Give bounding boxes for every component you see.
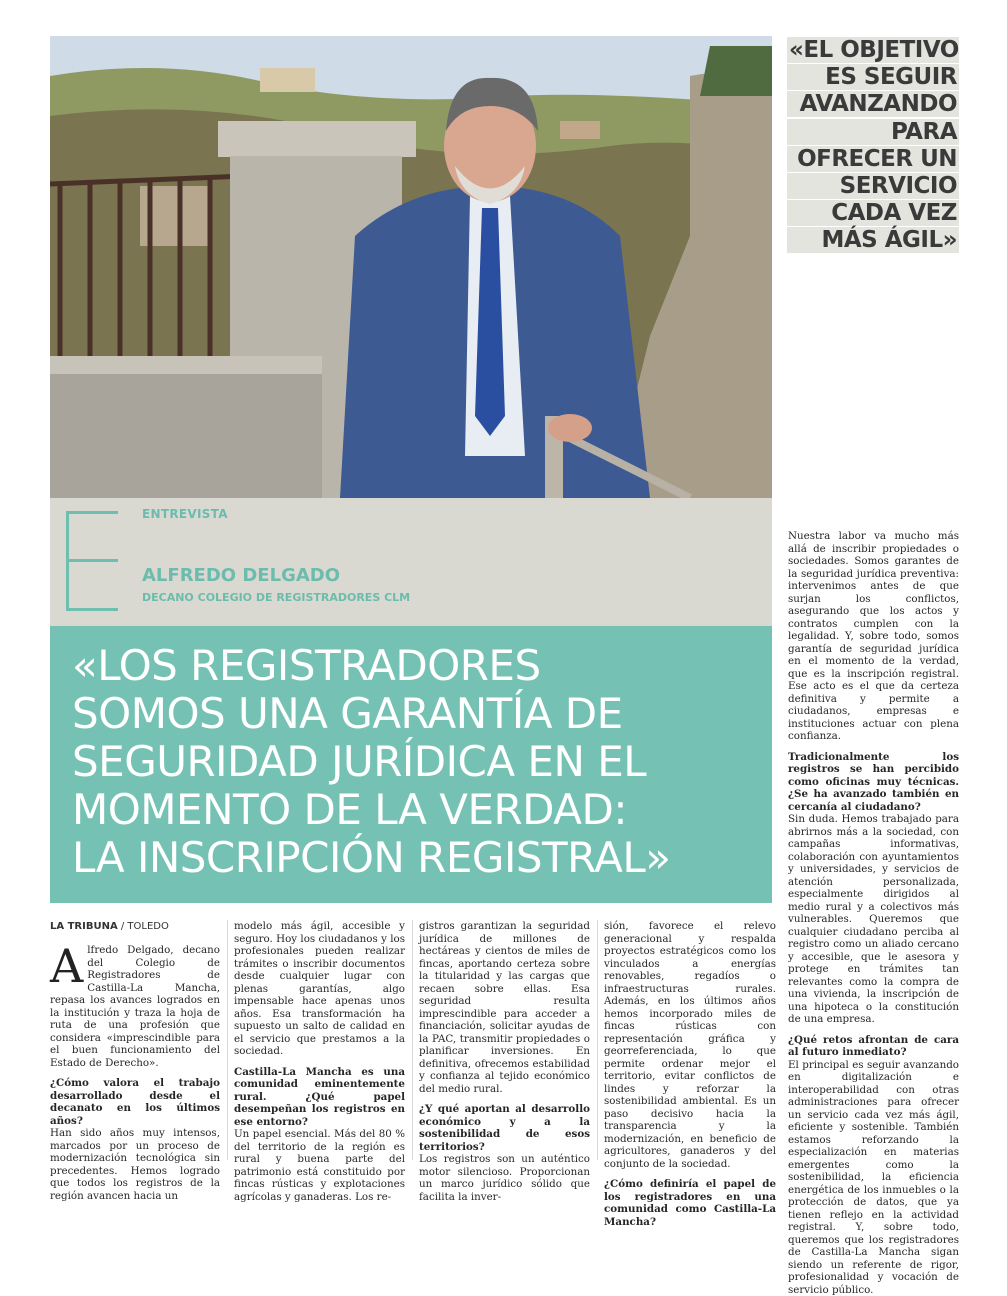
article-column-1	[50, 944, 220, 1202]
column-rule	[227, 920, 228, 1160]
headline-line: «LOS REGISTRADORES	[72, 642, 541, 690]
pull-quote-line: «EL OBJETIVO	[787, 37, 959, 63]
article-paragraph: sión, favorece el relevo generacional y respalda proyectos estratégicos como los vinculados a energías renovables, regadíos o infraestructuras rurales. Además, en los últimos años hemos incorporado miles de fincas rústicas con representación gráfica y georreferenciada, lo que permite ordenar mejor el territorio, evitar conflictos de lindes y reforzar la sostenibilidad ambiental. Es un paso decisivo hacia la transparencia y la modernización, en beneficio de agricultores, ganaderos y del conjunto de la sociedad.	[604, 920, 776, 1170]
pull-quote-line: PARA	[787, 119, 959, 145]
headline-box	[50, 626, 772, 903]
article-paragraph: Nuestra labor va mucho más allá de inscribir propiedades o sociedades. Somos garantes de la seguridad jurídica preventiva: intervenimos antes de que surjan los conflictos, asegurando que los actos y contratos cumplen con la legalidad. Y, sobre todo, somos garantía de seguridad jurídica en el momento de la verdad, que es la inscripción registral. Ese acto es el que da certeza definitiva y permite a ciudadanos, empresas e instituciones actuar con plena confianza.	[788, 530, 959, 743]
article-paragraph: modelo más ágil, accesible y seguro. Hoy los ciudadanos y los profesionales pueden realizar trámites o inscribir documentos desde cualquier lugar con plenas garantías, algo impensable hace apenas unos años. Esa transformación ha supuesto un salto de calidad en el servicio que prestamos a la sociedad.	[234, 920, 405, 1058]
article-paragraph: lfredo Delgado, decano del Colegio de Registradores de Castilla-La Mancha, repasa los avances logrados en la institución y traza la hoja de ruta de una profesión que considera «imprescindible para el buen funcionamiento del Estado de Derecho».	[50, 944, 220, 1069]
photo-illustration	[50, 36, 772, 498]
headline-line: MOMENTO DE LA VERDAD:	[72, 786, 627, 834]
article-column-5	[788, 530, 959, 1296]
drop-cap: A	[50, 946, 83, 986]
pull-quote-line: CADA VEZ	[787, 200, 959, 226]
headline-line: LA INSCRIPCIÓN REGISTRAL»	[72, 834, 670, 882]
article-paragraph: Sin duda. Hemos trabajado para abrirnos más a la sociedad, con campañas informativas, colaboración con ayuntamientos y universidades, y servicios de atención personalizada, especialmente dirigidos al medio rural y a colectivos más vulnerables. Queremos que cualquier ciudadano perciba al registro como un aliado cercano y accesible, que le asesora y protege en trámites tan relevantes como la compra de una vivienda, la inscripción de una hipoteca o la constitución de una empresa.	[788, 813, 959, 1026]
article-paragraph: Han sido años muy intensos, marcados por un proceso de modernización tecnológica sin precedentes. Hemos logrado que todos los registros de la región avancen hacia un	[50, 1127, 220, 1202]
byline-source: LA TRIBUNA	[50, 921, 118, 932]
interview-question: ¿Cómo valora el trabajo desarrollado desde el decanato en los últimos años?	[50, 1077, 220, 1127]
interviewee-role: DECANO COLEGIO DE REGISTRADORES CLM	[142, 591, 410, 604]
interview-photo	[50, 36, 772, 498]
pull-quote-line: SERVICIO	[787, 173, 959, 199]
pull-quote	[787, 37, 959, 255]
pull-quote-line: MÁS ÁGIL»	[787, 227, 959, 253]
pull-quote-line: OFRECER UN	[787, 146, 959, 172]
article-column-3	[419, 920, 590, 1203]
byline	[50, 921, 169, 932]
article-column-4	[604, 920, 776, 1228]
article-paragraph: Un papel esencial. Más del 80 % del territorio de la región es rural y buena parte del patrimonio está constituido por fincas rústicas y explotaciones agrícolas y ganaderas. Los re-	[234, 1128, 405, 1203]
pull-quote-line: ES SEGUIR	[787, 64, 959, 90]
column-rule	[412, 920, 413, 1160]
article-paragraph: El principal es seguir avanzando en digitalización e interoperabilidad con otras administraciones para ofrecer un servicio cada vez más ágil, eficiente y sostenible. También estamos reforzando la especialización en materias emergentes como la sostenibilidad, la eficiencia energética de los inmuebles o la protección de datos, que ya tienen reflejo en la actividad registral. Y, sobre todo, queremos que los registradores de Castilla-La Mancha sigan siendo un referente de rigor, profesionalidad y vocación de servicio público.	[788, 1059, 959, 1296]
section-kicker: ENTREVISTA	[142, 507, 228, 521]
entrevista-e-logo	[66, 511, 118, 611]
interview-question: ¿Cómo definiría el papel de los registradores en una comunidad como Castilla-La Mancha?	[604, 1178, 776, 1228]
article-paragraph: Los registros son un auténtico motor silencioso. Proporcionan un marco jurídico sólido que facilita la inver-	[419, 1153, 590, 1203]
headline-line: SEGURIDAD JURÍDICA EN EL	[72, 738, 646, 786]
interview-question: Tradicionalmente los registros se han percibido como oficinas muy técnicas. ¿Se ha avanzado también en cercanía al ciudadano?	[788, 751, 959, 814]
interview-question: Castilla-La Mancha es una comunidad eminentemente rural. ¿Qué papel desempeñan los registros en ese entorno?	[234, 1066, 405, 1129]
interviewee-name: ALFREDO DELGADO	[142, 565, 340, 586]
column-rule	[597, 920, 598, 1160]
article-paragraph: gistros garantizan la seguridad jurídica de millones de hectáreas y cientos de miles de fincas, aportando certeza sobre la titularidad y las cargas que recaen sobre ellas. Esa seguridad resulta imprescindible para acceder a financiación, solicitar ayudas de la PAC, transmitir propiedades o planificar inversiones. En definitiva, ofrecemos estabilidad y confianza al tejido económico del medio rural.	[419, 920, 590, 1095]
interview-question: ¿Y qué aportan al desarrollo económico y a la sostenibilidad de esos territorios?	[419, 1103, 590, 1153]
pull-quote-line: AVANZANDO	[787, 91, 959, 117]
headline-line: SOMOS UNA GARANTÍA DE	[72, 690, 623, 738]
article-column-2	[234, 920, 405, 1203]
byline-place: / TOLEDO	[118, 921, 169, 932]
interview-question: ¿Qué retos afrontan de cara al futuro inmediato?	[788, 1034, 959, 1059]
